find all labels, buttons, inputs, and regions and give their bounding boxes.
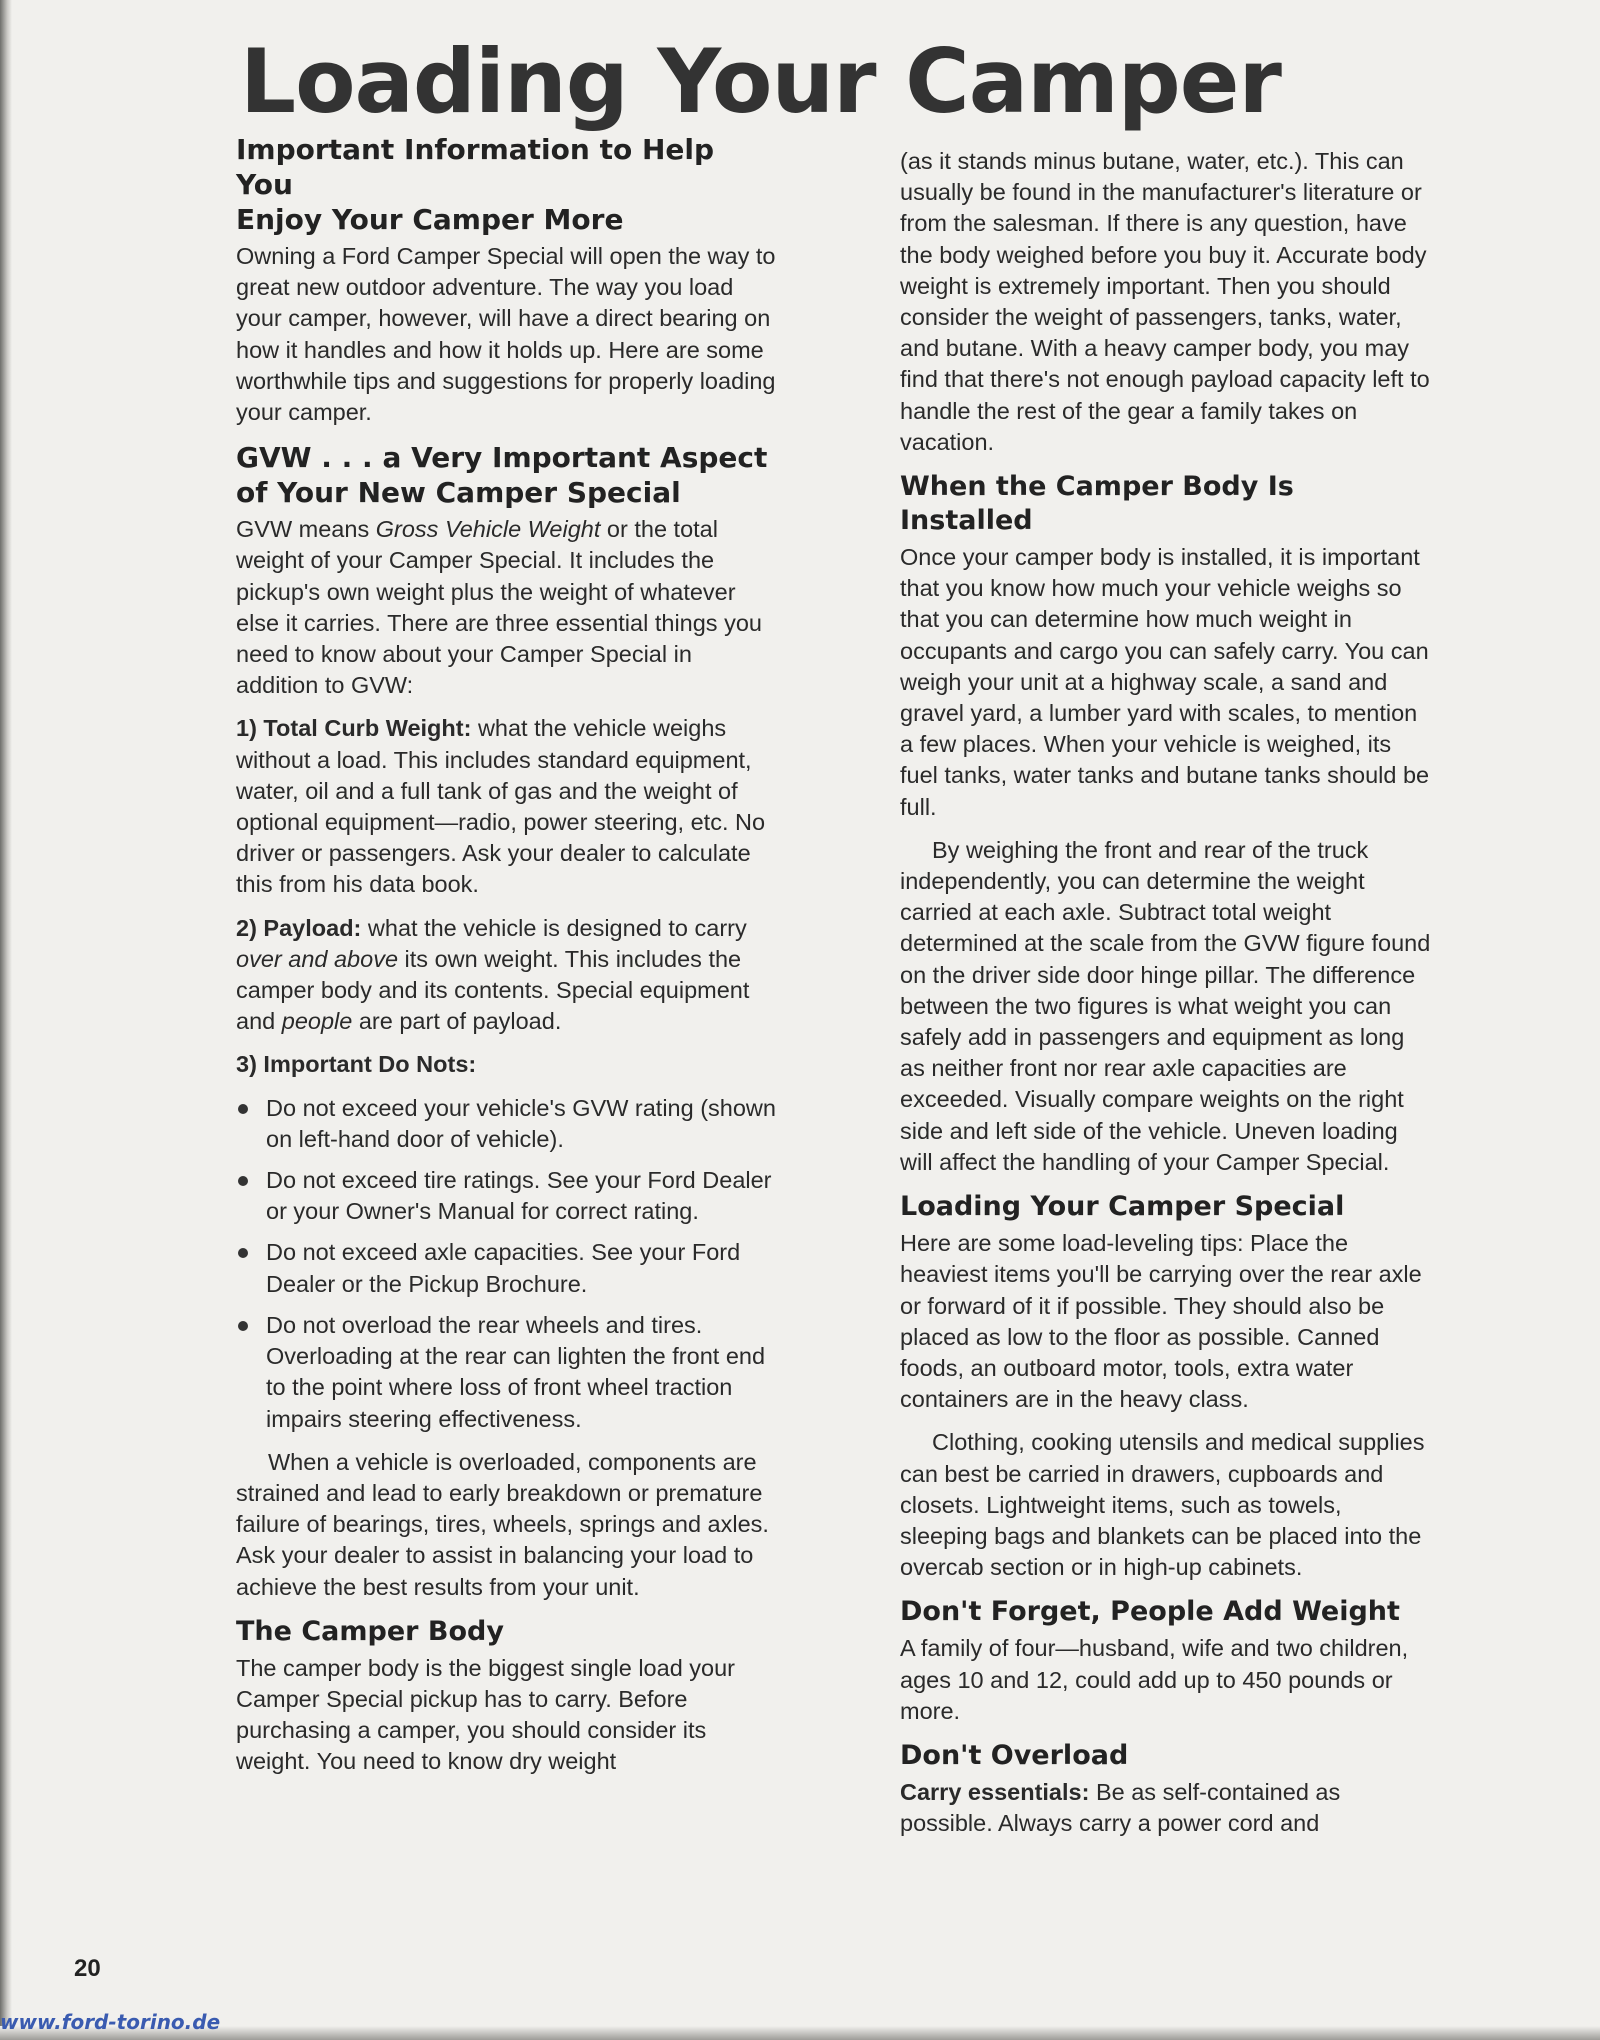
right-column — [900, 146, 1435, 1851]
gvw-heading-line2: of Your New Camper Special — [236, 476, 681, 510]
camper-body-heading: The Camper Body — [236, 1615, 504, 1647]
installed-paragraph-2: By weighing the front and rear of the truck independently, you can determine the weight carried at each axle. Subtract total weight determined at the scale from the GVW figure found on the driver side door hinge pillar. The difference between the two figures is what weight you can safely add in passengers and equipment as long as neither front nor rear axle capacities are exceeded. Visually compare weights on the right side and left side of the vehicle. Uneven loading will affect the handling of your Camper Special. — [900, 836, 1431, 1175]
camper-body-paragraph: The camper body is the biggest single load your Camper Special pickup has to carry. Before purchasing a camper, you should consider its weight. You need to know dry weight — [236, 1654, 736, 1775]
overload-paragraph: When a vehicle is overloaded, components are strained and lead to early breakdown or premature failure of bearings, tires, wheels, springs and axles. Ask your dealer to assist in balancing your load to achieve the best results from your unit. — [236, 1448, 769, 1600]
list-item: Do not overload the rear wheels and tires. Overloading at the rear can lighten the front end to the point where loss of front wheel traction impairs steering effectiveness. — [236, 1310, 776, 1435]
people-paragraph: A family of four—husband, wife and two children, ages 10 and 12, could add up to 450 pounds or more. — [900, 1635, 1409, 1724]
bullet-icon — [238, 1104, 248, 1114]
gvw-paragraph: GVW means Gross Vehicle Weight or the total weight of your Camper Special. It includes the pickup's own weight plus the weight of whatever else it carries. There are three essential things you need to know about your Camper Special in addition to GVW: — [236, 516, 762, 699]
intro-paragraph: Owning a Ford Camper Special will open the way to great new outdoor adventure. The way you load your camper, however, will have a direct bearing on how it handles and how it holds up. Here are some worthwhile tips and suggestions for properly loading your camper. — [236, 243, 776, 426]
loading-paragraph-1: Here are some load-leveling tips: Place the heaviest items you'll be carrying over the rear axle or forward of it if possible. They should also be placed as low to the floor as possible. Canned foods, an outboard motor, tools, extra water containers are in the heavy class. — [900, 1230, 1422, 1413]
item-payload-label: 2) Payload: — [236, 914, 362, 941]
intro-heading — [236, 132, 776, 237]
left-column — [236, 132, 776, 1790]
bullet-icon — [238, 1248, 248, 1258]
page-spine-shadow — [0, 0, 12, 2040]
carry-essentials-label: Carry essentials: — [900, 1778, 1090, 1805]
page-title: Loading Your Camper — [240, 30, 1281, 133]
carry-essentials-paragraph: Carry essentials: Be as self-contained as possible. Always carry a power cord and — [900, 1778, 1341, 1837]
page-bottom-edge — [0, 2026, 1600, 2040]
item-do-nots-label: 3) Important Do Nots: — [236, 1051, 477, 1078]
list-item: Do not exceed tire ratings. See your Ford Dealer or your Owner's Manual for correct rating. — [236, 1165, 776, 1227]
intro-heading-line1: Important Information to Help You — [236, 133, 715, 201]
do-nots-list — [236, 1093, 776, 1435]
item-payload: 2) Payload: what the vehicle is designed to carry over and above its own weight. This includes the camper body and its contents. Special equipment and people are part of payload. — [236, 914, 750, 1035]
installed-heading: When the Camper Body Is Installed — [900, 471, 1294, 537]
gvw-heading — [236, 440, 776, 510]
people-heading: Don't Forget, People Add Weight — [900, 1596, 1400, 1628]
list-item: Do not exceed your vehicle's GVW rating (shown on left-hand door of vehicle). — [236, 1093, 776, 1155]
intro-heading-line2: Enjoy Your Camper More — [236, 203, 624, 236]
loading-heading: Loading Your Camper Special — [900, 1191, 1345, 1223]
site-watermark: www.ford-torino.de — [0, 2010, 221, 2034]
installed-paragraph-1: Once your camper body is installed, it is important that you know how much your vehicle weighs so that you can determine how much weight in occupants and cargo you can safely carry. You can weigh your unit at a highway scale, a sand and gravel yard, a lumber yard with scales, to mention a few places. When your vehicle is weighed, its fuel tanks, water tanks and butane tanks should be full. — [900, 544, 1430, 820]
gvw-term: Gross Vehicle Weight — [375, 516, 601, 543]
list-item: Do not exceed axle capacities. See your Ford Dealer or the Pickup Brochure. — [236, 1237, 776, 1299]
item-curb-weight: 1) Total Curb Weight: what the vehicle weighs without a load. This includes standard equipment, water, oil and a full tank of gas and the weight of optional equipment—radio, power steering, etc. No driver or passengers. Ask your dealer to calculate this from his data book. — [236, 715, 766, 898]
page-number: 20 — [74, 1955, 101, 1982]
bullet-icon — [238, 1321, 248, 1331]
dont-overload-heading: Don't Overload — [900, 1739, 1129, 1771]
gvw-heading-line1: GVW . . . a Very Important Aspect — [236, 441, 768, 475]
bullet-icon — [238, 1176, 248, 1186]
continued-paragraph: (as it stands minus butane, water, etc.). This can usually be found in the manufacturer's literature or from the salesman. If there is any question, have the body weighed before you buy it. Accurate body weight is extremely important. Then you should consider the weight of passengers, tanks, water, and butane. With a heavy camper body, you may find that there's not enough payload capacity left to handle the rest of the gear a family takes on vacation. — [900, 148, 1430, 455]
loading-paragraph-2: Clothing, cooking utensils and medical supplies can best be carried in drawers, cupboards and closets. Lightweight items, such as towels, sleeping bags and blankets can be placed into the overcab section or in high-up cabinets. — [900, 1429, 1425, 1581]
item-curb-weight-label: 1) Total Curb Weight: — [236, 715, 472, 742]
